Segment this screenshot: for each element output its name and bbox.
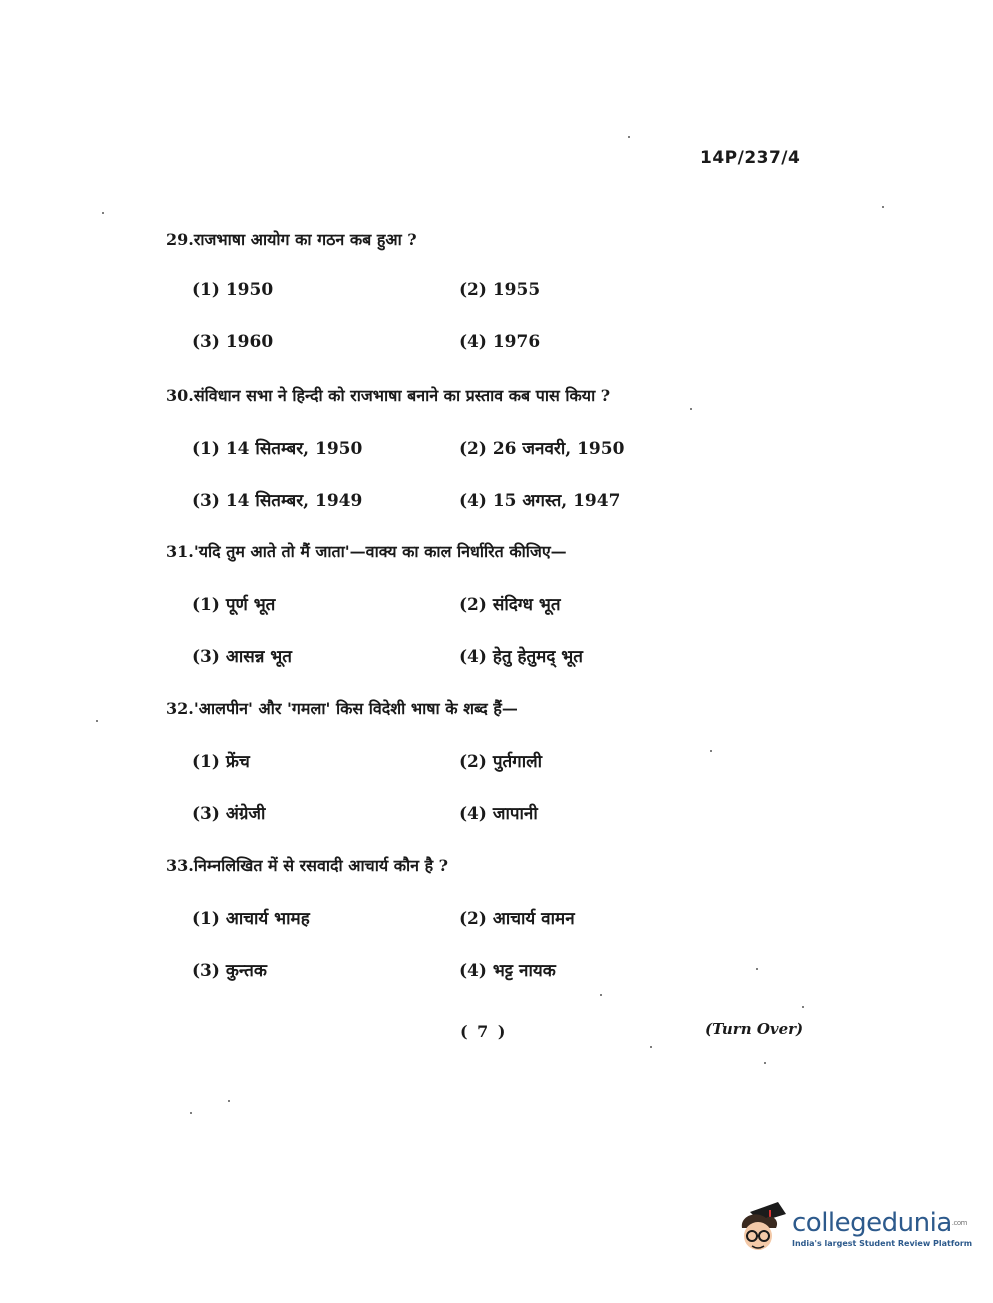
scan-speck xyxy=(802,1006,804,1008)
option-2: (2) 1955 xyxy=(459,280,541,300)
question-text: राजभाषा आयोग का गठन कब हुआ ? xyxy=(193,230,417,249)
options xyxy=(192,749,726,853)
option-1: (1) आचार्य भामह xyxy=(192,909,310,929)
collegedunia-mascot-icon xyxy=(736,1198,788,1258)
question-text: संविधान सभा ने हिन्दी को राजभाषा बनाने का प्रस्ताव कब पास किया ? xyxy=(193,386,611,405)
option-1: (1) 14 सितम्बर, 1950 xyxy=(192,439,363,459)
option-1: (1) 1950 xyxy=(192,280,274,300)
option-2: (2) आचार्य वामन xyxy=(459,909,575,929)
option-3: (3) 14 सितम्बर, 1949 xyxy=(192,491,363,511)
option-4: (4) 15 अगस्त, 1947 xyxy=(459,491,621,511)
options xyxy=(192,436,726,540)
option-4: (4) 1976 xyxy=(459,332,541,352)
scan-speck xyxy=(96,720,98,722)
question-29 xyxy=(166,228,726,384)
question-number: 31. xyxy=(166,542,194,561)
question-number: 30. xyxy=(166,386,194,405)
scan-speck xyxy=(710,750,712,752)
option-1: (1) पूर्ण भूत xyxy=(192,595,276,615)
scan-speck xyxy=(882,206,884,208)
option-4: (4) जापानी xyxy=(459,804,538,824)
option-4: (4) हेतु हेतुमद् भूत xyxy=(459,647,583,667)
brand-tagline: India's largest Student Review Platform xyxy=(792,1238,973,1248)
option-2: (2) 26 जनवरी, 1950 xyxy=(459,439,625,459)
question-number: 33. xyxy=(166,856,194,875)
turn-over-label: (Turn Over) xyxy=(705,1020,804,1038)
paper-code: 14P/237/4 xyxy=(700,148,801,168)
option-3: (3) कुन्तक xyxy=(192,961,267,981)
scan-speck xyxy=(764,1062,766,1064)
scan-speck xyxy=(756,968,758,970)
question-33 xyxy=(166,854,726,1010)
scan-speck xyxy=(600,994,602,996)
question-number: 29. xyxy=(166,230,194,249)
option-2: (2) संदिग्ध भूत xyxy=(459,595,561,615)
option-3: (3) आसन्न भूत xyxy=(192,647,292,667)
scan-speck xyxy=(628,136,630,138)
option-4: (4) भट्ट नायक xyxy=(459,961,556,981)
option-1: (1) फ्रेंच xyxy=(192,752,250,772)
page-number: ( 7 ) xyxy=(460,1022,508,1041)
option-3: (3) अंग्रेजी xyxy=(192,804,266,824)
brand-name: collegedunia xyxy=(792,1207,952,1238)
collegedunia-watermark xyxy=(736,1196,973,1260)
options xyxy=(192,280,726,384)
scan-speck xyxy=(690,408,692,410)
question-text: निम्नलिखित में से रसवादी आचार्य कौन है ? xyxy=(193,856,449,875)
options xyxy=(192,592,726,696)
question-30 xyxy=(166,384,726,540)
option-2: (2) पुर्तगाली xyxy=(459,752,543,772)
scan-speck xyxy=(228,1100,230,1102)
question-32 xyxy=(166,697,726,853)
options xyxy=(192,906,726,1010)
scan-speck xyxy=(190,1112,192,1114)
brand-suffix: .com xyxy=(951,1218,967,1227)
question-text: 'आलपीन' और 'गमला' किस विदेशी भाषा के शब्द हैं— xyxy=(193,699,518,718)
question-text: 'यदि तुम आते तो मैं जाता'—वाक्य का काल निर्धारित कीजिए— xyxy=(193,542,567,561)
scan-speck xyxy=(102,212,104,214)
question-number: 32. xyxy=(166,699,194,718)
question-31 xyxy=(166,540,726,696)
option-3: (3) 1960 xyxy=(192,332,274,352)
scan-speck xyxy=(650,1046,652,1048)
